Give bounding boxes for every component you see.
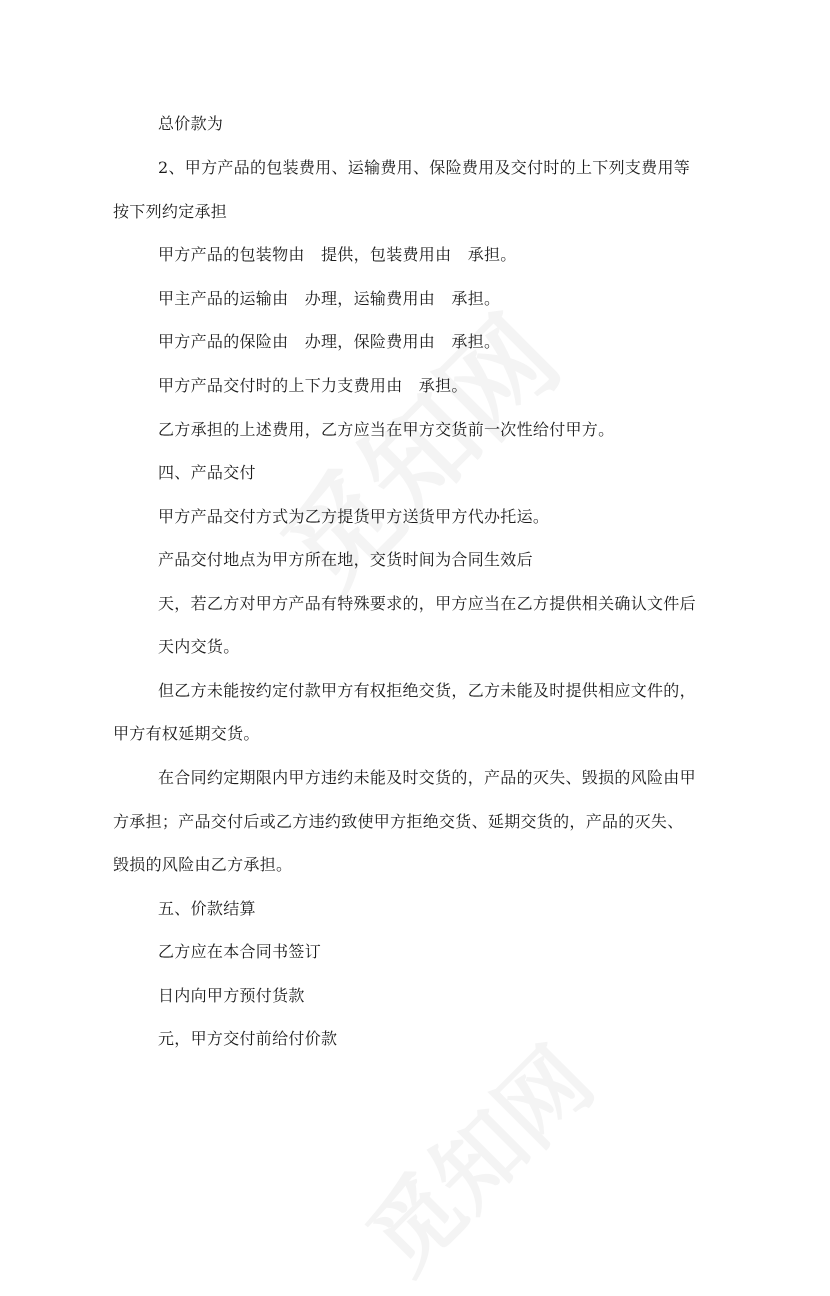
paragraph-line: 甲方产品的包装物由 提供，包装费用由 承担。 xyxy=(158,245,517,264)
paragraph-line: 乙方承担的上述费用，乙方应当在甲方交货前一次性给付甲方。 xyxy=(158,420,615,439)
paragraph-line: 甲方产品交付时的上下力支费用由 承担。 xyxy=(158,376,468,395)
paragraph-line: 但乙方未能按约定付款甲方有权拒绝交货，乙方未能及时提供相应文件的， xyxy=(158,681,696,700)
paragraph-line: 甲方产品交付方式为乙方提货甲方送货甲方代办托运。 xyxy=(158,507,550,526)
paragraph-line: 在合同约定期限内甲方违约未能及时交货的，产品的灭失、毁损的风险由甲 xyxy=(158,768,696,787)
paragraph-line: 按下列约定承担 xyxy=(113,202,228,221)
paragraph-line: 2、甲方产品的包装费用、运输费用、保险费用及交付时的上下列支费用等 xyxy=(158,158,691,177)
paragraph-line: 天，若乙方对甲方产品有特殊要求的，甲方应当在乙方提供相关确认文件后 xyxy=(158,594,696,613)
paragraph-line: 元，甲方交付前给付价款 xyxy=(158,1029,338,1048)
paragraph-line: 天内交货。 xyxy=(158,637,240,656)
paragraph-line: 乙方应在本合同书签订 xyxy=(158,942,322,961)
paragraph-line: 毁损的风险由乙方承担。 xyxy=(113,855,293,874)
section-heading: 四、产品交付 xyxy=(158,463,256,482)
paragraph-line: 甲方产品的保险由 办理，保险费用由 承担。 xyxy=(158,332,501,351)
paragraph-line: 总价款为 xyxy=(158,114,224,133)
paragraph-line: 方承担；产品交付后或乙方违约致使甲方拒绝交货、延期交货的，产品的灭失、 xyxy=(113,812,684,831)
paragraph-line: 产品交付地点为甲方所在地，交货时间为合同生效后 xyxy=(158,550,533,569)
paragraph-line: 甲方有权延期交货。 xyxy=(113,724,260,743)
paragraph-line: 甲主产品的运输由 办理，运输费用由 承担。 xyxy=(158,289,501,308)
paragraph-line: 日内向甲方预付货款 xyxy=(158,986,305,1005)
section-heading: 五、价款结算 xyxy=(158,899,256,918)
watermark-logo xyxy=(334,1014,617,1296)
